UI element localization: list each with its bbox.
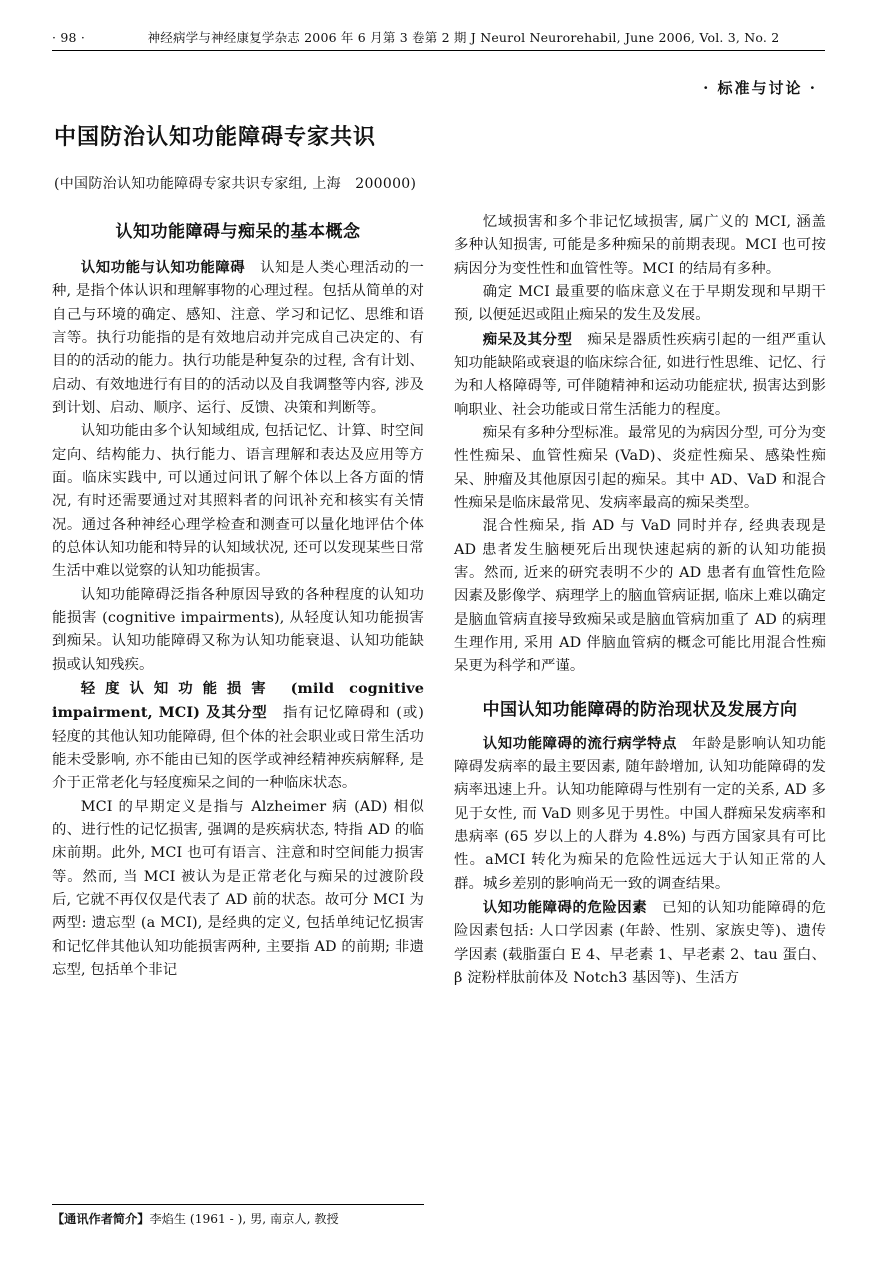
byline: (中国防治认知功能障碍专家共识专家组, 上海 200000) (54, 176, 417, 192)
footnote-label: 【通讯作者简介】 (52, 1211, 150, 1226)
paragraph-text: 年龄是影响认知功能障碍发病率的最主要因素, 随年龄增加, 认知功能障碍的发病率迅速上升。认知功能障碍与性别有一定的关系, AD 多见于女性, 而 VaD 则多见于男性。中国人群痴呆发病率和患病率 (65 岁以上的人群为 4.8%) 与西方国家具有可比性。aMCI 转化为痴呆的危险性远远大于认知正常的人群。城乡差别的影响尚无一致的调查结果。 (454, 735, 826, 892)
page-number: · 98 · (52, 30, 85, 45)
paragraph (454, 422, 826, 515)
paragraph-lead: 痴呆及其分型 (482, 330, 573, 348)
right-column-heading: 中国认知功能障碍的防治现状及发展方向 (482, 699, 798, 720)
paragraph-text: 认知功能由多个认知域组成, 包括记忆、计算、时空间定向、结构能力、执行能力、语言理解和表达及应用等方面。临床实践中, 可以通过问讯了解个体以上各方面的情况, 有时还需要通过对其照料者的问讯补充和核实有关情况。通过各种神经心理学检查和测查可以量化地评估个体的总体认知功能和特异的认知域状况, 还可以发现某些日常生活中难以觉察的认知功能损害。 (52, 423, 424, 580)
running-head (52, 28, 825, 51)
paragraph-text: 已知的认知功能障碍的危险因素包括: 人口学因素 (年龄、性别、家族史等)、遗传学因素 (载脂蛋白 E 4、早老素 1、早老素 2、tau 蛋白、β 淀粉样肽前体及 Notch3 基因等)、生活方 (454, 899, 826, 986)
footnote-text: 李焰生 (1961 - ), 男, 南京人, 教授 (149, 1211, 339, 1226)
paragraph (454, 515, 826, 678)
paragraph (454, 281, 826, 328)
paragraph (454, 732, 826, 896)
journal-citation-line: 神经病学与神经康复学杂志 2006 年 6 月第 3 卷第 2 期 J Neurol Neurorehabil, June 2006, Vol. 3, No. 2 (147, 30, 780, 45)
paragraph-text: 指有记忆障碍和 (或) 轻度的其他认知功能障碍, 但个体的社会职业或日常生活功能未受影响, 亦不能由已知的医学或神经精神疾病解释, 是介于正常老化与轻度痴呆之间的一种临床状态。 (52, 705, 424, 792)
paragraph-text: 痴呆是器质性疾病引起的一组严重认知功能缺陷或衰退的临床综合征, 如进行性思维、记忆、行为和人格障碍等, 可伴随精神和运动功能症状, 损害达到影响职业、社会功能或日常生活能力的程度。 (454, 331, 826, 418)
paragraph (454, 211, 826, 281)
paragraph (454, 328, 826, 422)
paragraph-text: 痴呆有多种分型标准。最常见的为病因分型, 可分为变性性痴呆、血管性痴呆 (VaD)、炎症性痴呆、感染性痴呆、肿瘤及其他原因引起的痴呆。其中 AD、VaD 和混合性痴呆是临床最常见、发病率最高的痴呆类型。 (454, 424, 826, 511)
paragraph-text: MCI 的早期定义是指与 Alzheimer 病 (AD) 相似的、进行性的记忆损害, 强调的是疾病状态, 特指 AD 的临床前期。此外, MCI 也可有语言、注意和时空间能力损害等。然而, 当 MCI 被认为是正常老化与痴呆的过渡阶段后, 它就不再仅仅是代表了 AD 前的状态。故可分 MCI 为两型: 遗忘型 (a MCI), 是经典的定义, 包括单纯记忆损害和记忆伴其他认知功能损害两种, 主要指 AD 的前期; 非遗忘型, 包括单个非记 (52, 798, 424, 978)
paragraph-text: 认知是人类心理活动的一种, 是指个体认识和理解事物的心理过程。包括从简单的对自己与环境的确定、感知、注意、学习和记忆、思维和语言等。执行功能指的是有效地启动并完成自己决定的、有目的的活动的能力。执行功能是种复杂的过程, 含有计划、启动、有效地进行有目的的活动以及自我调整等内容, 涉及到计划、启动、顺序、运行、反馈、决策和判断等。 (52, 260, 424, 416)
paragraph (52, 256, 424, 420)
paragraph (52, 420, 424, 583)
left-column (52, 211, 424, 990)
paragraph (52, 677, 424, 796)
paragraph (52, 584, 424, 677)
paragraph (52, 796, 424, 983)
paragraph (454, 896, 826, 990)
paragraph-lead: 认知功能障碍的危险因素 (482, 898, 648, 916)
paragraph-lead: 轻度认知功能损害 (mild cognitive impairment, MCI) 及其分型 (52, 679, 424, 722)
right-column (454, 211, 826, 990)
left-column-heading: 认知功能障碍与痴呆的基本概念 (115, 222, 361, 242)
paragraph-text: 认知功能障碍泛指各种原因导致的各种程度的认知功能损害 (cognitive impairments), 从轻度认知功能损害到痴呆。认知功能障碍又称为认知功能衰退、认知功能缺损或认知残疾。 (52, 586, 424, 673)
paragraph-text: 混合性痴呆, 指 AD 与 VaD 同时并存, 经典表现是 AD 患者发生脑梗死后出现快速起病的新的认知功能损害。然而, 近来的研究表明不少的 AD 患者有血管性危险因素及影像学、病理学上的脑血管病证据, 临床上难以确定是脑血管病直接导致痴呆或是脑血管病加重了 AD 的病理生理作用, 采用 AD 伴脑血管病的概念可能比用混合性痴呆更为科学和严谨。 (454, 518, 826, 675)
article-columns (52, 211, 825, 990)
paragraph-text: 确定 MCI 最重要的临床意义在于早期发现和早期干预, 以便延迟或阻止痴呆的发生及发展。 (454, 283, 826, 324)
paragraph-text: 忆域损害和多个非记忆域损害, 属广义的 MCI, 涵盖多种认知损害, 可能是多种痴呆的前期表现。MCI 也可按病因分为变性性和血管性等。MCI 的结局有多种。 (454, 214, 826, 277)
page-title: 中国防治认知功能障碍专家共识 (54, 124, 377, 150)
footnote (52, 1204, 424, 1228)
section-category-label: · 标准与讨论 · (703, 79, 817, 97)
paragraph-lead: 认知功能障碍的流行病学特点 (482, 734, 678, 752)
paragraph-lead: 认知功能与认知功能障碍 (80, 259, 246, 276)
